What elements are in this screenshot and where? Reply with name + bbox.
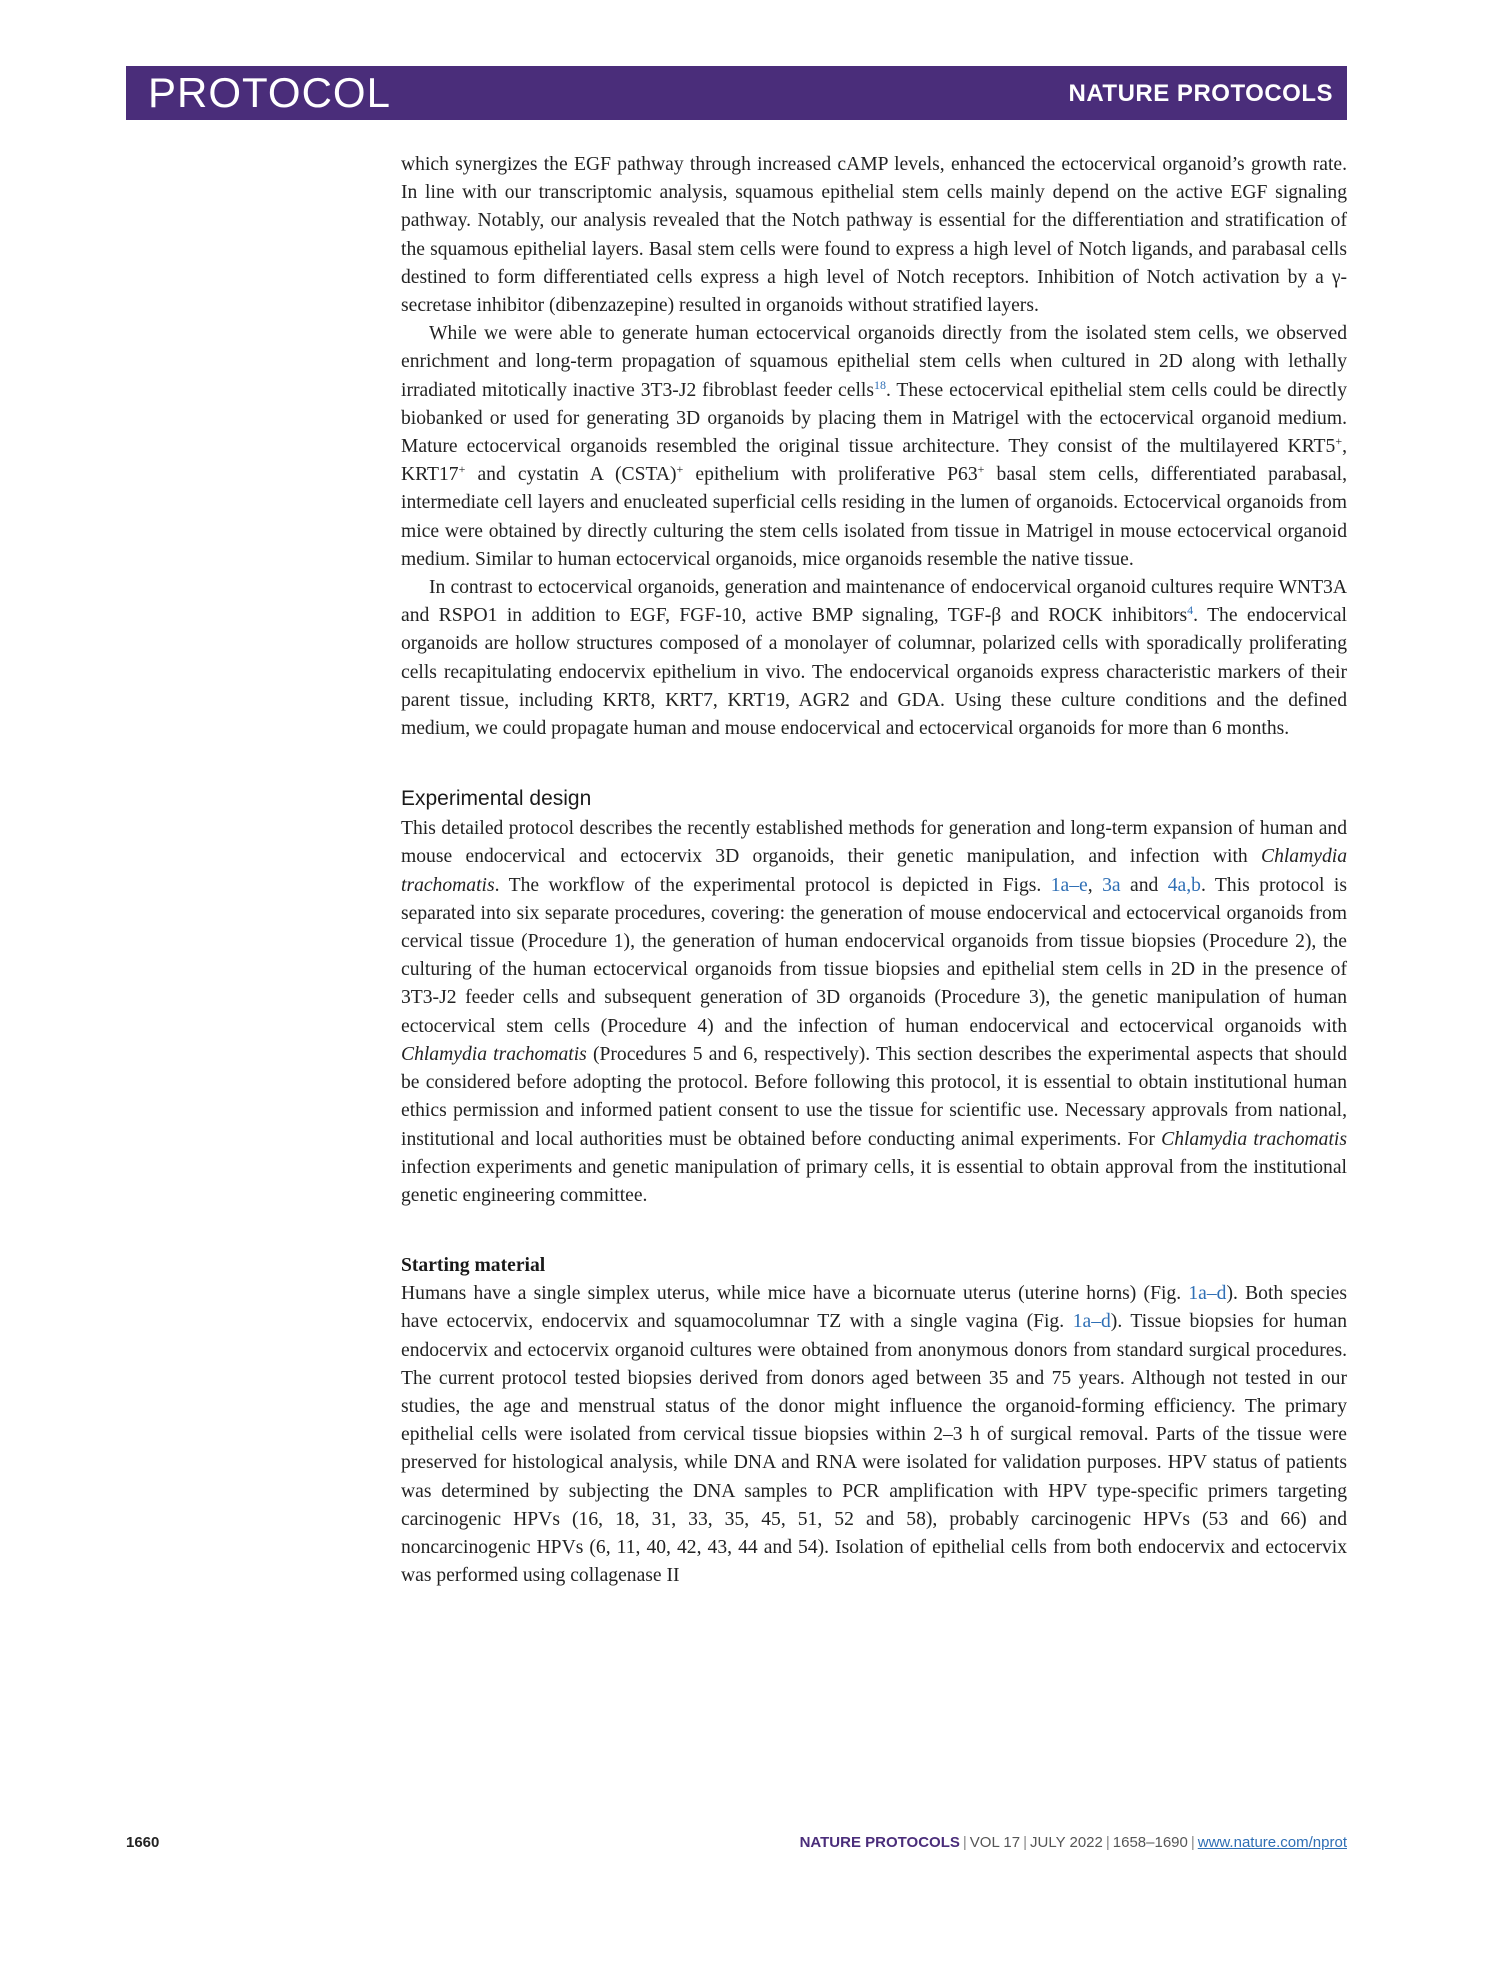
figure-link[interactable]: 1a–e — [1050, 874, 1088, 896]
header-section-label: PROTOCOL — [148, 69, 391, 116]
superscript-plus: + — [676, 462, 684, 477]
species-name: Chlamydia trachomatis — [401, 1043, 587, 1065]
body-paragraph: Humans have a single simplex uterus, while mice have a bicornuate uterus (uterine horns) (Fig. 1a–d). Both species have ectocervix, endocervix and squamocolumnar TZ with a single vagina (Fig. 1a–d). Tissue biopsies for human endocervix and ectocervix organoid cultures were obtained from anonymous donors from standard surgical procedures. The current protocol tested biopsies derived from donors aged between 35 and 75 years. Although not tested in our studies, the age and menstrual status of the donor might influence the organoid-forming efficiency. The primary epithelial cells were isolated from cervical tissue biopsies within 2–3 h of surgical removal. Parts of the tissue were preserved for histological analysis, while DNA and RNA were isolated for validation purposes. HPV status of patients was determined by subjecting the DNA samples to PCR amplification with HPV type-specific primers targeting carcinogenic HPVs (16, 18, 31, 33, 35, 45, 51, 52 and 58), probably carcinogenic HPVs (53 and 66) and noncarcinogenic HPVs (6, 11, 40, 42, 43, 44 and 54). Isolation of epithelial cells from both endocervix and ectocervix was performed using collagenase II — [401, 1283, 1348, 1587]
figure-link[interactable]: 3a — [1102, 874, 1121, 896]
body-paragraph: which synergizes the EGF pathway through increased cAMP levels, enhanced the ectocervical organoid’s growth rate. In line with our transcriptomic analysis, squamous epithelial stem cells mainly depend on the active EGF signaling pathway. Notably, our analysis revealed that the Notch pathway is essential for the differentiation and stratification of the squamous epithelial layers. Basal stem cells were found to express a high level of Notch ligands, and parabasal cells destined to form differentiated cells express a high level of Notch receptors. Inhibition of Notch activation by a γ-secretase inhibitor (dibenzazepine) resulted in organoids without stratified layers. — [401, 154, 1347, 317]
body-paragraph: In contrast to ectocervical organoids, generation and maintenance of endocervical organoid cultures require WNT3A and RSPO1 in addition to EGF, FGF-10, active BMP signaling, TGF-β and ROCK inhibitors$^4$. The endocervical organoids are hollow structures composed of a monolayer of columnar, polarized cells with sporadically proliferating cells recapitulating endocervix epithelium in vivo. The endocervical organoids express characteristic markers of their parent tissue, including KRT8, KRT7, KRT19, AGR2 and GDA. Using these culture conditions and the defined medium, we could propagate human and mouse endocervical and ectocervical organoids for more than 6 months. — [401, 577, 1347, 740]
journal-url-link[interactable]: www.nature.com/nprot — [1197, 1834, 1347, 1851]
footer-date: JULY 2022 — [1030, 1834, 1103, 1851]
page-number: 1660 — [126, 1834, 160, 1851]
species-name: Chlamydia trachomatis — [401, 846, 1347, 896]
citation[interactable] — [874, 378, 886, 392]
footer-journal-name: NATURE PROTOCOLS — [799, 1834, 960, 1851]
superscript-plus: + — [977, 462, 985, 477]
page-footer — [126, 1834, 1347, 1858]
species-name: Chlamydia trachomatis — [1161, 1128, 1347, 1150]
figure-link[interactable]: 1a–d — [1072, 1311, 1111, 1333]
subsection-heading: Starting material — [401, 1255, 546, 1277]
journal-info: NATURE PROTOCOLS | VOL 17 | JULY 2022 | 1658–1690 | www.nature.com/nprot — [799, 1834, 1347, 1851]
footer-pages: 1658–1690 — [1112, 1834, 1188, 1851]
figure-link[interactable]: 4a,b — [1167, 874, 1201, 896]
running-header — [126, 66, 1347, 120]
citation-link[interactable]: 4 — [1187, 603, 1194, 618]
body-paragraph: This detailed protocol describes the recently established methods for generation and long-term expansion of human and mouse endocervical and ectocervix 3D organoids, their genetic manipulation, and infection with Chlamydia trachomatis. The workflow of the experimental protocol is depicted in Figs. 1a–e, 3a and 4a,b. This protocol is separated into six separate procedures, covering: the generation of mouse endocervical and ectocervical organoids from cervical tissue (Procedure 1), the generation of human endocervical organoids from tissue biopsies (Procedure 2), the culturing of the human ectocervical organoids from tissue biopsies and epithelial stem cells in 2D in the presence of 3T3-J2 feeder cells and subsequent generation of 3D organoids (Procedure 3), the genetic manipulation of human ectocervical stem cells (Procedure 4) and the infection of human endocervical and ectocervical organoids with Chlamydia trachomatis (Procedures 5 and 6, respectively). This section describes the experimental aspects that should be considered before adopting the protocol. Before following this protocol, it is essential to obtain institutional human ethics permission and informed patient consent to use the tissue for scientific use. Necessary approvals from national, institutional and local authorities must be obtained before conducting animal experiments. For Chlamydia trachomatis infection experiments and genetic manipulation of primary cells, it is essential to obtain approval from the institutional genetic engineering committee. — [401, 818, 1347, 1206]
header-journal-name: NATURE PROTOCOLS — [1068, 80, 1333, 107]
citation-link[interactable]: 18 — [873, 377, 886, 392]
superscript-plus: + — [458, 462, 466, 477]
article-body — [401, 151, 1347, 1590]
superscript-plus: + — [1335, 434, 1343, 449]
figure-link[interactable]: 1a–d — [1188, 1283, 1227, 1305]
section-heading: Experimental design — [401, 787, 592, 811]
body-paragraph: While we were able to generate human ectocervical organoids directly from the isolated stem cells, we observed enrichment and long-term propagation of squamous epithelial stem cells when cultured in 2D along with lethally irradiated mitotically inactive 3T3-J2 fibroblast feeder cells$^{18}$. These ectocervical epithelial stem cells could be directly biobanked or used for generating 3D organoids by placing them in Matrigel with the ectocervical organoid medium. Mature ectocervical organoids resembled the original tissue architecture. They consist of the multilayered KRT5+, KRT17+ and cystatin A (CSTA)+ epithelium with proliferative P63+ basal stem cells, differentiated parabasal, intermediate cell layers and enucleated superficial cells residing in the lumen of organoids. Ectocervical organoids from mice were obtained by directly culturing the stem cells isolated from tissue in Matrigel in mouse ectocervical organoid medium. Similar to human ectocervical organoids, mice organoids resemble the native tissue. — [401, 323, 1348, 570]
footer-volume: VOL 17 — [969, 1834, 1021, 1851]
